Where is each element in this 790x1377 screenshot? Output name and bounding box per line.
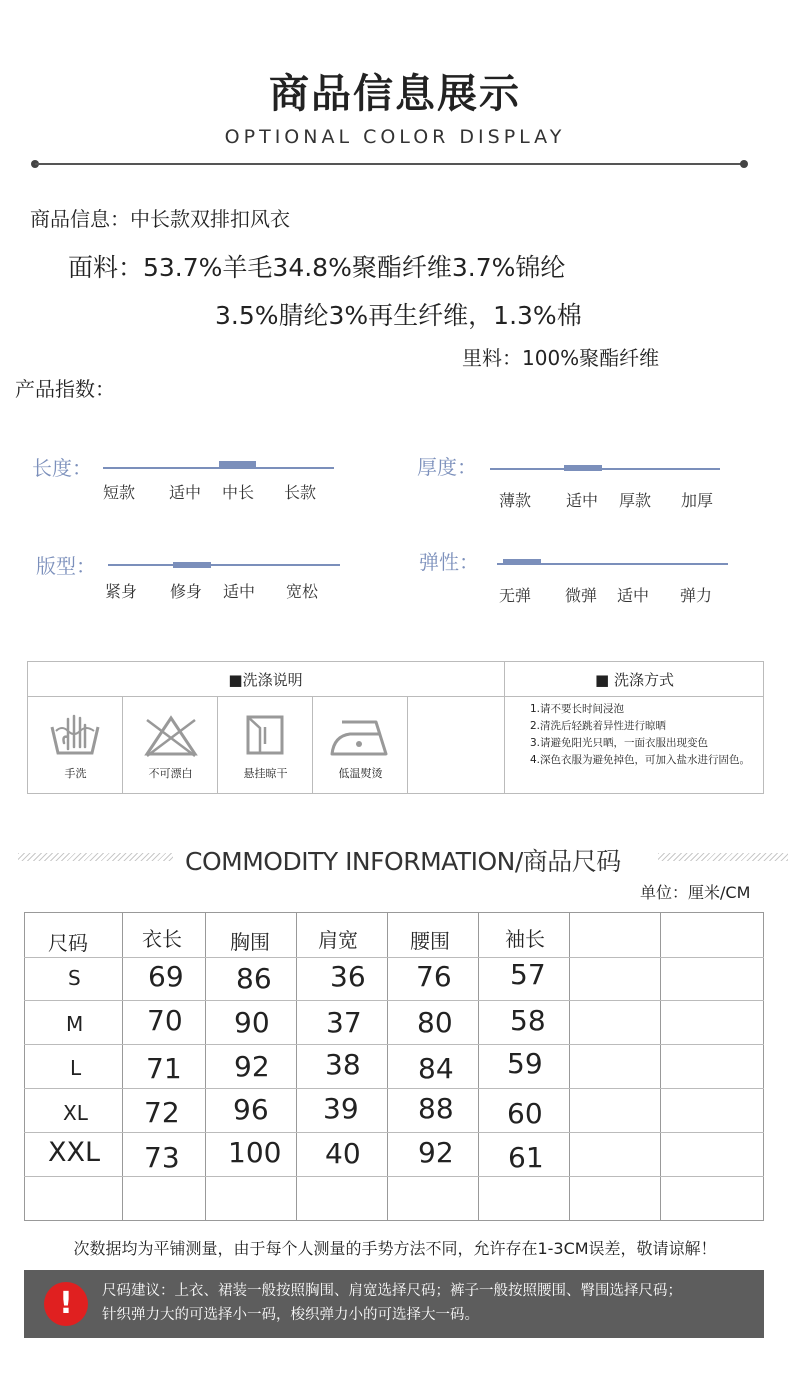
thickness-option: 薄款: [499, 491, 532, 510]
size-table-row-divider: [24, 1044, 764, 1045]
thickness-scale-line: [490, 468, 720, 470]
warning-icon: !: [44, 1282, 88, 1326]
divider-dot-right: [740, 160, 748, 168]
hang-dry-icon: [245, 714, 285, 756]
care-header-divider: [27, 696, 764, 697]
size-table-header: 胸围: [230, 930, 270, 954]
low-iron-icon: [328, 718, 390, 758]
size-label: S: [68, 966, 81, 990]
length-label: 长度：: [32, 456, 92, 480]
size-table-row-divider: [24, 1088, 764, 1089]
fabric-line-2: 3.5%腈纶3%再生纤维，1.3%棉: [215, 301, 582, 330]
elasticity-label: 弹性：: [419, 550, 479, 574]
fit-option: 修身: [170, 582, 203, 601]
elasticity-option: 适中: [617, 586, 650, 605]
size-label: XXL: [48, 1137, 101, 1168]
title-stripe-left: [18, 853, 173, 861]
care-icon-label: 悬挂晾干: [243, 767, 288, 780]
size-value-chest: 90: [234, 1006, 270, 1039]
care-note: 1.请不要长时间浸泡: [530, 703, 625, 715]
size-label: L: [70, 1056, 82, 1080]
size-table-row-divider: [24, 1000, 764, 1001]
page-title: 商品信息展示: [269, 71, 521, 117]
size-value-chest: 96: [233, 1093, 269, 1126]
size-value-shoulder: 39: [323, 1092, 359, 1125]
elasticity-option: 微弹: [565, 586, 598, 605]
size-table-row-divider: [24, 1176, 764, 1177]
size-label: XL: [63, 1101, 88, 1125]
fit-label: 版型：: [36, 554, 96, 578]
size-table: [24, 912, 764, 1221]
size-value-shoulder: 37: [326, 1006, 362, 1039]
fabric-line-1: 面料：53.7%羊毛34.8%聚酯纤维3.7%锦纶: [68, 253, 566, 282]
size-value-length: 73: [144, 1141, 180, 1174]
size-value-waist: 76: [416, 960, 452, 993]
length-option: 适中: [169, 483, 202, 502]
size-unit: 单位：厘米/CM: [640, 883, 751, 902]
care-column-divider: [504, 661, 505, 794]
size-label: M: [66, 1012, 84, 1036]
fit-scale-marker: [173, 562, 211, 568]
size-value-length: 72: [144, 1096, 180, 1129]
size-table-row-divider: [24, 1132, 764, 1133]
length-scale-marker: [219, 461, 256, 467]
elasticity-option: 无弹: [499, 586, 532, 605]
size-value-waist: 88: [418, 1092, 454, 1125]
thickness-option: 适中: [566, 491, 599, 510]
size-value-shoulder: 36: [330, 960, 366, 993]
size-table-col-divider: [478, 912, 479, 1221]
hand-wash-icon: [50, 713, 100, 758]
fit-option: 宽松: [286, 582, 319, 601]
thickness-option: 厚款: [619, 491, 652, 510]
size-value-waist: 80: [417, 1006, 453, 1039]
care-note: 4.深色衣服为避免掉色，可加入盐水进行固色。: [530, 754, 751, 766]
length-option: 长款: [284, 483, 317, 502]
no-bleach-icon: [143, 714, 199, 758]
care-instructions-header: ■洗涤说明: [228, 670, 303, 689]
size-section-title: COMMODITY INFORMATION/商品尺码: [185, 847, 621, 876]
care-method-header: ■ 洗涤方式: [595, 670, 674, 689]
size-value-sleeve: 60: [507, 1097, 543, 1130]
size-table-row-divider: [24, 957, 764, 958]
size-table-header: 袖长: [505, 927, 545, 951]
product-index-label: 产品指数：: [15, 377, 115, 401]
product-info: 商品信息：中长款双排扣风衣: [30, 207, 290, 231]
thickness-label: 厚度：: [417, 455, 477, 479]
title-stripe-right: [658, 853, 788, 861]
lining-info: 里料：100%聚酯纤维: [462, 346, 660, 370]
size-table-header: 衣长: [142, 927, 182, 951]
length-option: 中长: [222, 483, 255, 502]
size-table-col-divider: [569, 912, 570, 1221]
size-table-col-divider: [660, 912, 661, 1221]
measurement-footnote: 次数据均为平铺测量，由于每个人测量的手势方法不同，允许存在1-3CM误差，敬请谅解！: [73, 1239, 717, 1258]
size-table-header: 肩宽: [318, 928, 358, 952]
thickness-option: 加厚: [681, 491, 714, 510]
size-advice-line: 针织弹力大的可选择小一码，梭织弹力小的可选择大一码。: [102, 1307, 479, 1323]
size-table-header: 尺码: [48, 931, 88, 955]
size-value-chest: 100: [228, 1136, 282, 1169]
size-value-sleeve: 57: [510, 958, 546, 991]
page-subtitle: OPTIONAL COLOR DISPLAY: [224, 126, 566, 148]
size-value-length: 69: [148, 960, 184, 993]
care-note: 3.请避免阳光只晒，一面衣服出现变色: [530, 737, 709, 749]
size-value-shoulder: 40: [325, 1137, 361, 1170]
size-value-sleeve: 61: [508, 1141, 544, 1174]
care-icon-label: 低温熨烫: [338, 767, 383, 780]
care-note: 2.清洗后轻跳着异性进行晾晒: [530, 720, 667, 732]
size-value-sleeve: 58: [510, 1004, 546, 1037]
length-option: 短款: [103, 483, 136, 502]
care-icon-label: 不可漂白: [148, 767, 193, 780]
fit-option: 紧身: [105, 582, 138, 601]
thickness-scale-marker: [564, 465, 602, 471]
care-icon-label: 手洗: [64, 767, 87, 780]
care-notes: [530, 701, 755, 769]
size-table-col-divider: [387, 912, 388, 1221]
size-value-shoulder: 38: [325, 1048, 361, 1081]
size-table-col-divider: [296, 912, 297, 1221]
length-scale-line: [103, 467, 334, 469]
size-value-waist: 84: [418, 1052, 454, 1085]
header-divider: [35, 163, 745, 165]
size-advice-line: 尺码建议：上衣、裙装一般按照胸围、肩宽选择尺码；裤子一般按照腰围、臀围选择尺码；: [102, 1283, 682, 1299]
size-value-chest: 86: [236, 962, 272, 995]
size-table-header: 腰围: [410, 929, 450, 953]
size-value-length: 71: [146, 1052, 182, 1085]
fit-scale-line: [108, 564, 340, 566]
size-table-col-divider: [122, 912, 123, 1221]
elasticity-scale-marker: [503, 559, 541, 565]
size-advice-text: [102, 1279, 752, 1327]
size-value-length: 70: [147, 1004, 183, 1037]
size-value-waist: 92: [418, 1136, 454, 1169]
size-value-chest: 92: [234, 1050, 270, 1083]
size-value-sleeve: 59: [507, 1047, 543, 1080]
size-table-col-divider: [205, 912, 206, 1221]
elasticity-option: 弹力: [680, 586, 713, 605]
fit-option: 适中: [223, 582, 256, 601]
